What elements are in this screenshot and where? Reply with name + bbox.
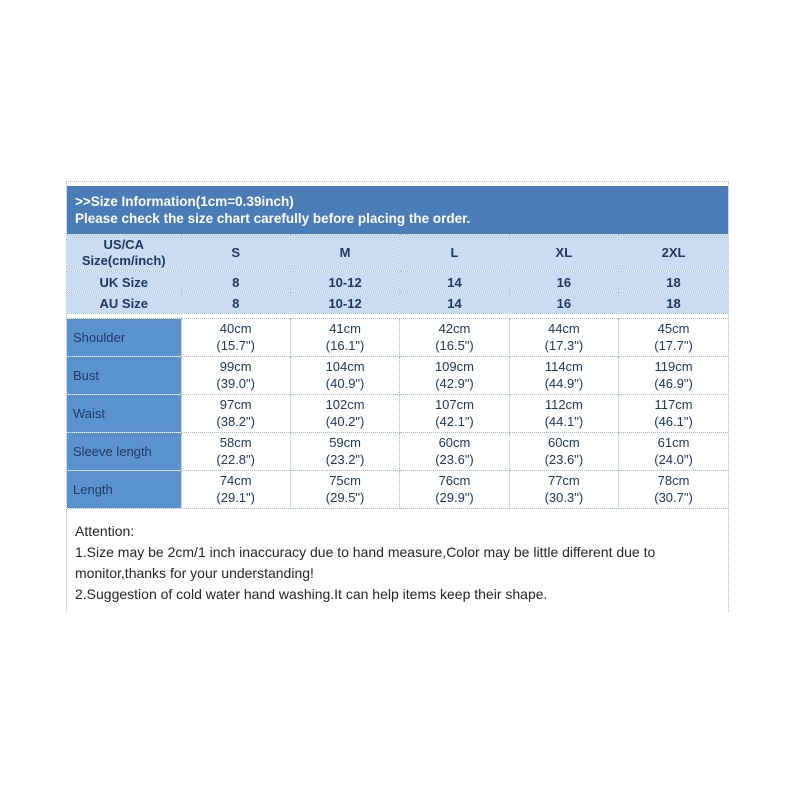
attention-notes: [67, 509, 728, 615]
measurement-cell: 102cm (40.2"): [290, 395, 399, 433]
attention-note-1: 1.Size may be 2cm/1 inch inaccuracy due to hand measure,Color may be little different due to monitor,thanks for your understanding!: [75, 544, 656, 581]
corner-header-line1: US/CA: [103, 237, 144, 252]
title-band: [67, 186, 728, 234]
measurement-label: Waist: [67, 395, 181, 433]
uk-size-label: UK Size: [67, 272, 181, 293]
size-column-s: S: [181, 235, 290, 272]
uk-size-value: 18: [619, 272, 728, 293]
size-chart-sheet: [66, 181, 729, 612]
uk-size-value: 8: [181, 272, 290, 293]
measurement-cell: 44cm (17.3"): [509, 319, 618, 357]
measurement-row-length: [67, 471, 728, 509]
size-column-m: M: [290, 235, 399, 272]
measurement-cell: 104cm (40.9"): [290, 357, 399, 395]
measurement-cell: 114cm (44.9"): [509, 357, 618, 395]
au-size-value: 8: [181, 293, 290, 314]
measurement-cell: 59cm (23.2"): [290, 433, 399, 471]
measurement-row-waist: [67, 395, 728, 433]
au-size-value: 18: [619, 293, 728, 314]
measurement-label: Bust: [67, 357, 181, 395]
measurement-cell: 97cm (38.2"): [181, 395, 290, 433]
measurement-cell: 42cm (16.5"): [400, 319, 509, 357]
measurement-cell: 74cm (29.1"): [181, 471, 290, 509]
measurement-cell: 61cm (24.0"): [619, 433, 728, 471]
au-size-row: [67, 293, 728, 314]
measurement-cell: 60cm (23.6"): [400, 433, 509, 471]
measurement-cell: 76cm (29.9"): [400, 471, 509, 509]
au-size-value: 10-12: [290, 293, 399, 314]
measurement-cell: 58cm (22.8"): [181, 433, 290, 471]
measurement-label: Shoulder: [67, 319, 181, 357]
title-line-1: >>Size Information(1cm=0.39inch): [75, 194, 294, 209]
title-line-2: Please check the size chart carefully before placing the order.: [75, 211, 471, 226]
size-table: [67, 234, 728, 509]
measurement-cell: 40cm (15.7"): [181, 319, 290, 357]
measurement-cell: 99cm (39.0"): [181, 357, 290, 395]
measurement-cell: 77cm (30.3"): [509, 471, 618, 509]
corner-header-line2: Size(cm/inch): [81, 253, 166, 268]
measurement-cell: 109cm (42.9"): [400, 357, 509, 395]
uk-size-value: 16: [509, 272, 618, 293]
uk-size-row: [67, 272, 728, 293]
attention-heading: Attention:: [75, 523, 135, 539]
measurement-cell: 75cm (29.5"): [290, 471, 399, 509]
measurement-row-shoulder: [67, 319, 728, 357]
measurement-cell: 107cm (42.1"): [400, 395, 509, 433]
measurement-cell: 117cm (46.1"): [619, 395, 728, 433]
measurement-cell: 60cm (23.6"): [509, 433, 618, 471]
measurement-label: Sleeve length: [67, 433, 181, 471]
attention-note-2: 2.Suggestion of cold water hand washing.It can help items keep their shape.: [75, 586, 548, 602]
measurement-cell: 119cm (46.9"): [619, 357, 728, 395]
au-size-value: 14: [400, 293, 509, 314]
size-column-2xl: 2XL: [619, 235, 728, 272]
au-size-value: 16: [509, 293, 618, 314]
measurement-cell: 41cm (16.1"): [290, 319, 399, 357]
uk-size-value: 14: [400, 272, 509, 293]
size-column-l: L: [400, 235, 509, 272]
measurement-row-sleeve-length: [67, 433, 728, 471]
measurement-cell: 45cm (17.7"): [619, 319, 728, 357]
measurement-row-bust: [67, 357, 728, 395]
measurement-cell: 112cm (44.1"): [509, 395, 618, 433]
size-column-xl: XL: [509, 235, 618, 272]
measurement-cell: 78cm (30.7"): [619, 471, 728, 509]
measurement-label: Length: [67, 471, 181, 509]
uk-size-value: 10-12: [290, 272, 399, 293]
corner-header-cell: [67, 235, 181, 272]
au-size-label: AU Size: [67, 293, 181, 314]
size-header-row: [67, 235, 728, 272]
